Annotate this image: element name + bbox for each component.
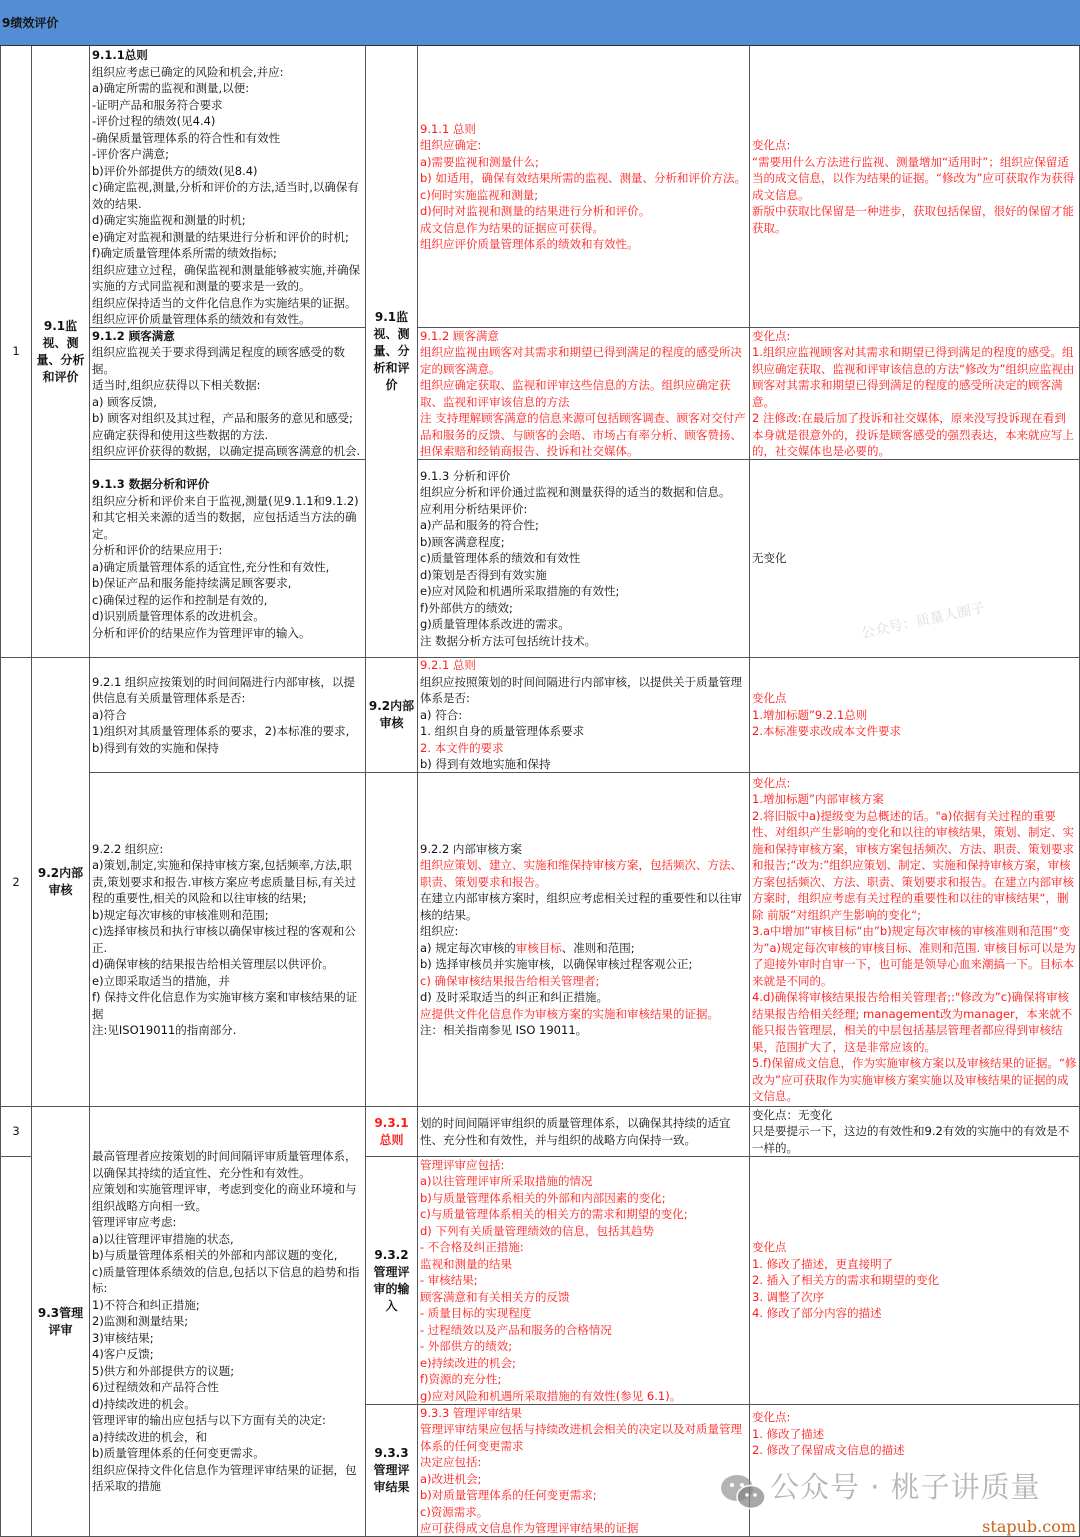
text-line: b) 顾客对组织及其过程，产品和服务的意见和感受;: [92, 411, 353, 425]
text-line: 变化点: [752, 1240, 787, 1255]
text-line: e)应对风险和机遇所采取措施的有效性;: [420, 584, 620, 599]
text-line: d)持续改进的机会。: [92, 1396, 196, 1411]
text-line: 应提供文件化信息作为审核方案的实施和审核结果的证据。: [420, 1006, 719, 1021]
clause-new-9-3-1: [366, 1107, 418, 1157]
text-line: 最高管理者应按策划的时间间隔评审质量管理体系，以确保其持续的适宜性、充分性和有效性。: [92, 1149, 357, 1180]
text-line: - 审核结果;: [420, 1273, 478, 1288]
old-text-9-1-2: [90, 328, 366, 460]
text-line: 1)组织对其质量管理体系的要求，2)本标准的要求,: [92, 724, 350, 739]
text-line: 管理评审应考虑:: [92, 1215, 177, 1230]
text-line: 无变化: [752, 551, 787, 566]
section-header: [0, 0, 1080, 46]
text-line: 组织应监视关于要求得到满足程度的顾客感受的数据。: [92, 345, 345, 376]
text-line: 组织应分析和评价通过监视和测量获得的适当的数据和信息。: [420, 485, 731, 500]
text-line: a)持续改进的机会，和: [92, 1429, 208, 1444]
text-line: 注 支持理解顾客满意的信息来源可包括顾客调查、顾客对交付产品和服务的反馈、与顾客的会晤、市场占有率分析、顾客赞扬、担保索赔和经销商报告、投诉和社交媒体。: [420, 411, 746, 458]
old-text-9-1-3: [90, 460, 366, 658]
row-number-text: 2: [12, 874, 20, 889]
text-line: c)确定监视,测量,分析和评价的方法,适当时,以确保有效的结果.: [92, 180, 359, 211]
text-line: 变化点：无变化: [752, 1107, 833, 1122]
text-line: 组织应确定:: [420, 138, 482, 152]
text-line: 9.3.3 管理评审结果: [420, 1405, 522, 1420]
text-line: b) 得到有效地实施和保持: [420, 757, 551, 772]
text-line: 管理评审的输出应包括与以下方面有关的决定:: [92, 1413, 326, 1428]
text-line: 组织应考虑已确定的风险和机会,并应:: [92, 64, 284, 79]
text-line: 2.本标准要求改成本文件要求: [752, 724, 901, 739]
text-line: 管理评审结果应包括与持续改进机会相关的决定以及对质量管理体系的任何变更需求: [420, 1422, 742, 1453]
text-line: 9.1.1总则: [92, 48, 148, 62]
new-text-9-1-1: [418, 46, 750, 328]
text-line: 9.1.2 顾客满意: [92, 328, 175, 343]
clause-new-empty: [366, 773, 418, 1107]
text-line: 5.f)保留成文信息，作为实施审核方案以及审核结果的证据。“修改为”应可获取作为实施审核方案实施以及审核结果的证据的成文信息。: [752, 1056, 1077, 1103]
text-line: a)策划,制定,实施和保持审核方案,包括频率,方法,职责,策划要求和报告.审核方案应考虑质量目标,有关过程的重要性,相关的风险和以往审核的结果;: [92, 858, 356, 905]
text-line: 1. 修改了描述，更直接明了: [752, 1256, 894, 1271]
text-line: 组织应保持文件化信息作为管理评审结果的证据，包括采取的措施: [92, 1462, 357, 1494]
text-line: 顾客满意和有关相关方的反馈: [420, 1289, 570, 1304]
text-line: 2. 插入了相关方的需求和期望的变化: [752, 1273, 940, 1288]
row-number-3: [0, 1107, 32, 1157]
text-line: b)保证产品和服务能持续满足顾客要求,: [92, 576, 292, 590]
text-segment: a) 规定每次审核的: [420, 940, 516, 955]
text-line: b)顾客满意程度;: [420, 534, 505, 549]
change-notes-9-1-2: [750, 328, 1080, 460]
text-line: b)与质量管理体系相关的外部和内部因素的变化;: [420, 1190, 666, 1205]
new-text-9-2-1: [418, 658, 750, 773]
text-line: 1)不符合和纠正措施;: [92, 1297, 200, 1312]
row-number-2: [0, 658, 32, 1107]
text-line: a)以往管理评审所采取措施的情况: [420, 1174, 593, 1189]
text-line: - 过程绩效以及产品和服务的合格情况: [420, 1322, 612, 1337]
text-line: 组织应监视由顾客对其需求和期望已得到满足的程度的感受所决定的顾客满意。: [420, 345, 742, 376]
text-line: a)以往管理评审措施的状态,: [92, 1231, 234, 1246]
text-line: e)持续改进的机会;: [420, 1355, 516, 1370]
text-line: d)识别质量管理体系的改进机会。: [92, 609, 265, 623]
text-line: - 不合格及纠正措施:: [420, 1240, 524, 1255]
clause-new-9-3-2: [366, 1157, 418, 1405]
text-segment: 、准则和范围;: [561, 940, 635, 955]
text-line: b) 选择审核员并实施审核，以确保审核过程客观公正;: [420, 957, 693, 971]
text-line: -确保质量管理体系的符合性和有效性: [92, 130, 281, 145]
clause-new-9-3-3: [366, 1405, 418, 1537]
new-text-9-2-2: [418, 773, 750, 1107]
text-line: 5)供方和外部提供方的议题;: [92, 1363, 235, 1378]
text-line: 1.增加标题”9.2.1总则: [752, 707, 868, 722]
text-line: 1. 组织自身的质量管理体系要求: [420, 724, 585, 739]
text-line: g)应对风险和机遇所采取措施的有效性(参见 6.1)。: [420, 1388, 682, 1403]
text-line: 应可获得成文信息作为管理评审结果的证据: [420, 1521, 639, 1535]
section-title: 9绩效评价: [2, 16, 59, 30]
text-line: 组织应按照策划的时间间隔进行内部审核，以提供关于质量管理体系是否:: [420, 674, 742, 706]
text-line: b)质量管理体系的任何变更需求。: [92, 1446, 265, 1461]
text-line: b)得到有效的实施和保持: [92, 740, 219, 755]
text-line: 组织应建立过程，确保监视和测量能够被实施,并确保实施的方式同监视和测量的要求是一致的。: [92, 262, 361, 293]
text-line: 注：相关指南参见 ISO 19011。: [420, 1023, 588, 1037]
text-line: b)对质量管理体系的任何变更需求;: [420, 1488, 597, 1502]
text-line: 1. 修改了描述: [752, 1426, 825, 1441]
row-number-empty: [0, 1157, 32, 1537]
text-line: 分析和评价的结果应作为管理评审的输入。: [92, 625, 311, 640]
text-line: 组织应评价获得的数据，以确定提高顾客满意的机会.: [92, 444, 361, 458]
text-line: 分析和评价的结果应用于:: [92, 543, 223, 557]
text-line: g)质量管理体系改进的需求。: [420, 617, 570, 632]
text-line: c)确保过程的运作和控制是有效的,: [92, 592, 268, 607]
clause-label: 9.1监视、测量、分析和评价: [36, 318, 85, 384]
text-line: 只是要提示一下，这边的有效性和9.2有效的实施中的有效是不一样的。: [752, 1124, 1070, 1155]
text-line: e)确定对监视和测量的结果进行分析和评价的时机;: [92, 229, 349, 244]
text-line: f) 保持文件化信息作为实施审核方案和审核结果的证据: [92, 990, 358, 1021]
text-line: - 质量目标的实现程度: [420, 1306, 532, 1321]
text-line: 组织应:: [420, 924, 459, 938]
clause-old-9-1: [32, 46, 90, 658]
text-line: 监视和测量的结果: [420, 1256, 512, 1271]
text-line: 3)审核结果;: [92, 1330, 154, 1345]
text-line: 划的时间间隔评审组织的质量管理体系，以确保其持续的适宜性、充分性和有效性，并与组织的战略方向保持一致。: [420, 1116, 731, 1147]
clause-new-9-1: [366, 46, 418, 658]
text-line: 9.1.2 顾客满意: [420, 328, 499, 343]
text-line: b)与质量管理体系相关的外部和内部议题的变化,: [92, 1248, 338, 1263]
text-line: b)规定每次审核的审核准则和范围;: [92, 907, 269, 922]
change-notes-9-1-1: [750, 46, 1080, 328]
text-line: 4. 修改了部分内容的描述: [752, 1306, 882, 1321]
clause-label: 9.2内部审核: [368, 699, 415, 730]
text-line: 9.1.1 总则: [420, 121, 476, 136]
text-line: 9.1.3 数据分析和评价: [92, 477, 210, 491]
text-line: f)确定质量管理体系所需的绩效指标;: [92, 246, 277, 260]
row-number-1: [0, 46, 32, 658]
text-line: 应策划和实施管理评审，考虑到变化的商业环境和与组织战略方向相一致。: [92, 1182, 357, 1213]
text-line: d) 及时采取适当的纠正和纠正措施。: [420, 990, 608, 1004]
text-line: 变化点:: [752, 775, 791, 790]
text-line: -评价过程的绩效(见4.4): [92, 114, 216, 128]
new-text-9-1-2: [418, 328, 750, 460]
new-text-9-3-1: [418, 1107, 750, 1157]
text-line: 变化点:: [752, 328, 791, 343]
text-segment: 审核目标: [515, 940, 562, 955]
text-line: 成文信息作为结果的证据应可获得。: [420, 220, 604, 235]
text-line: 注 数据分析方法可包括统计技术。: [420, 633, 597, 648]
old-text-9-2-1: [90, 658, 366, 773]
text-line: c)何时实施监视和测量;: [420, 187, 539, 202]
clause-label: 9.3.1 总则: [374, 1115, 409, 1147]
row-number-text: 3: [12, 1124, 20, 1139]
text-line: 1.增加标题”内部审核方案: [752, 792, 884, 806]
text-line: f)外部供方的绩效;: [420, 600, 513, 615]
faint-watermark: 公众号：质量人圈子: [859, 600, 987, 642]
wechat-icon: [720, 1472, 766, 1512]
text-line: 9.2.2 内部审核方案: [420, 841, 522, 856]
text-line: -评价客户满意;: [92, 147, 170, 161]
text-line: 组织应分析和评价来自于监视,测量(见9.1.1和9.1.2)和其它相关来源的适当的数据，应包括适当方法的确定。: [92, 493, 359, 541]
clause-label: 9.3.2 管理评审的输入: [373, 1247, 410, 1313]
text-line: 在建立内部审核方案时，组织应考虑相关过程的重要性和以往审核的结果。: [420, 891, 742, 922]
site-watermark: stapub.com: [982, 1517, 1076, 1536]
text-line: 6)过程绩效和产品符合性: [92, 1380, 219, 1395]
text-line: 变化点: [752, 691, 787, 706]
text-line: c)质量管理体系的绩效和有效性: [420, 551, 581, 566]
text-line: d)何时对监视和测量的结果进行分析和评价。: [420, 204, 651, 218]
clause-label: 9.1监视、测量、分析和评价: [373, 310, 410, 392]
change-notes-9-2-2: [750, 773, 1080, 1107]
text-line: d)确定实施监视和测量的时机;: [92, 213, 246, 227]
text-line: 3. 调整了次序: [752, 1289, 825, 1304]
text-line: c)资源需求。: [420, 1504, 489, 1519]
text-line: d)策划是否得到有效实施: [420, 567, 547, 582]
text-line: c)质量管理体系绩效的信息,包括以下信息的趋势和指标:: [92, 1264, 360, 1296]
text-line: 应确定获得和使用这些数据的方法.: [92, 427, 269, 442]
text-line: 组织应策划、建立、实施和维保持审核方案，包括频次、方法、职责、策划要求和报告。: [420, 858, 742, 889]
new-text-9-3-3: [418, 1405, 750, 1537]
clause-new-9-2: [366, 658, 418, 773]
text-line: 注:见ISO19011的指南部分.: [92, 1023, 237, 1037]
text-line: 2 注修改:在最后加了投诉和社交媒体，原来没写投诉现在看到本身就是很意外的，投诉是顾客感受的强烈表达，本来就应写上的，社交媒体也是必要的。: [752, 411, 1074, 458]
text-line: “需要用什么方法进行监视、测量增加“适用时”；组织应保留适当的成文信息，以作为结果的证据。“修改为”应可获取作为获得成文信息。: [752, 154, 1075, 202]
text-line: 应利用分析结果评价:: [420, 501, 528, 516]
text-line: a) 符合:: [420, 707, 463, 722]
text-line: a)产品和服务的符合性;: [420, 518, 539, 533]
text-line: 9.2.1 组织应按策划的时间间隔进行内部审核，以提供信息有关质量管理体系是否:: [92, 674, 355, 706]
text-line: a)需要监视和测量什么;: [420, 154, 539, 169]
text-line: - 外部供方的绩效;: [420, 1339, 513, 1354]
text-line: 2. 修改了保留成文信息的描述: [752, 1443, 905, 1457]
text-line: 3.a中增加”审核目标“由”b)规定每次审核的审核准则和范围“变为”a)规定每次审核的审核目标、准则和范围. 审核目标可以是为了迎接外审时自审一下，也可能是领导心血来潮搞一下。目标本来就是不同的。: [752, 924, 1076, 988]
text-line: a)改进机会;: [420, 1471, 482, 1486]
change-notes-9-3-2: [750, 1157, 1080, 1405]
text-line: 组织应评价质量管理体系的绩效和有效性。: [92, 312, 311, 326]
clause-label: 9.3.3 管理评审结果: [373, 1446, 410, 1494]
text-line: 4.d)确保将审核结果报告给相关管理者;:"修改为”c)确保将审核结果报告给相关经理; management改为manager，本来就不能只报告管理层，相关的中层包括基层管理者都应得到审核结果，范围扩大了，这是非常应该的。: [752, 990, 1073, 1054]
text-line: a)确定所需的监视和测量,以便:: [92, 81, 250, 95]
text-line: 9.2.2 组织应:: [92, 841, 164, 856]
text-line: c) 确保审核结果报告给相关管理者;: [420, 973, 600, 988]
text-line: 2.将旧版中a)提级变为总概述的话。"a)依据有关过程的重要性、对组织产生影响的变化和以往的审核结果，策划、制定、实施和保持审核方案，审核方案包括频次、方法、职责、策划要求和报告;“改为:”组织应策划、制定、实施和保持审核方案，审核方案包括频次、方法、职责、策划要求和报告。在建立内部审核方案时，组织应考虑有关过程的重要性和以往的审核结果“，删除 前版”对组织产生影响的变化“;: [752, 808, 1074, 922]
text-line: [420, 940, 747, 957]
text-line: f)资源的充分性;: [420, 1372, 502, 1387]
wechat-account-watermark: 公众号 · 桃子讲质量: [770, 1470, 1041, 1504]
change-notes-9-2-1: [750, 658, 1080, 773]
text-line: 组织应保持适当的文件化信息作为实施结果的证据。: [92, 295, 357, 310]
text-line: b)评价外部提供方的绩效(见8.4): [92, 163, 258, 178]
text-line: 组织应评价质量管理体系的绩效和有效性。: [420, 237, 639, 251]
change-notes-9-3-1: [750, 1107, 1080, 1157]
text-line: 2. 本文件的要求: [420, 740, 504, 755]
old-text-9-1-1: [90, 46, 366, 328]
text-line: 1.组织应监视顾客对其需求和期望已得到满足的程度的感受。组织应确定获取、监视和评审该信息的方法“修改为”组织应监视由顾客对其需求和期望已得到满足的程度的感受所决定的顾客满意。: [752, 345, 1075, 409]
text-line: c)选择审核员和执行审核以确保审核过程的客观和公正.: [92, 924, 356, 955]
text-line: 4)客户反馈;: [92, 1347, 154, 1362]
text-line: 适当时,组织应获得以下相关数据:: [92, 378, 261, 392]
text-line: e)立即采取适当的措施，并: [92, 973, 231, 988]
new-text-9-1-3: [418, 460, 750, 658]
text-line: 9.2.1 总则: [420, 658, 476, 673]
text-line: a)确定质量管理体系的适宜性,充分性和有效性,: [92, 559, 330, 574]
text-line: 管理评审应包括:: [420, 1157, 505, 1172]
clause-old-9-3: [32, 1107, 90, 1537]
row-number-text: 1: [12, 344, 20, 359]
text-line: 2)监测和测量结果;: [92, 1314, 189, 1329]
new-text-9-3-2: [418, 1157, 750, 1405]
text-line: 新版中获取比保留是一种进步，获取包括保留，很好的保留才能获取。: [752, 204, 1074, 235]
text-line: d)确保审核的结果报告给相关管理层以供评价。: [92, 957, 334, 971]
text-line: 变化点:: [752, 1410, 791, 1424]
text-line: a) 顾客反馈,: [92, 394, 157, 409]
text-line: -证明产品和服务符合要求: [92, 97, 223, 112]
text-line: 决定应包括:: [420, 1455, 482, 1469]
old-text-9-2-2: [90, 773, 366, 1107]
clause-label: 9.2内部审核: [37, 866, 84, 897]
text-line: d) 下列有关质量管理绩效的信息，包括其趋势: [420, 1223, 654, 1238]
text-line: c)与质量管理体系相关的相关方的需求和期望的变化;: [420, 1207, 688, 1222]
text-line: b) 如适用，确保有效结果所需的监视、测量、分析和评价方法。: [420, 171, 746, 185]
text-line: 变化点:: [752, 138, 791, 152]
old-text-9-3: [90, 1107, 366, 1537]
text-line: 9.1.3 分析和评价: [420, 468, 511, 483]
clause-label: 9.3管理评审: [37, 1305, 84, 1337]
clause-old-9-2: [32, 658, 90, 1107]
text-line: a)符合: [92, 707, 127, 722]
text-line: 组织应确定获取、监视和评审这些信息的方法。组织应确定获取、监视和评审该信息的方法: [420, 378, 731, 409]
